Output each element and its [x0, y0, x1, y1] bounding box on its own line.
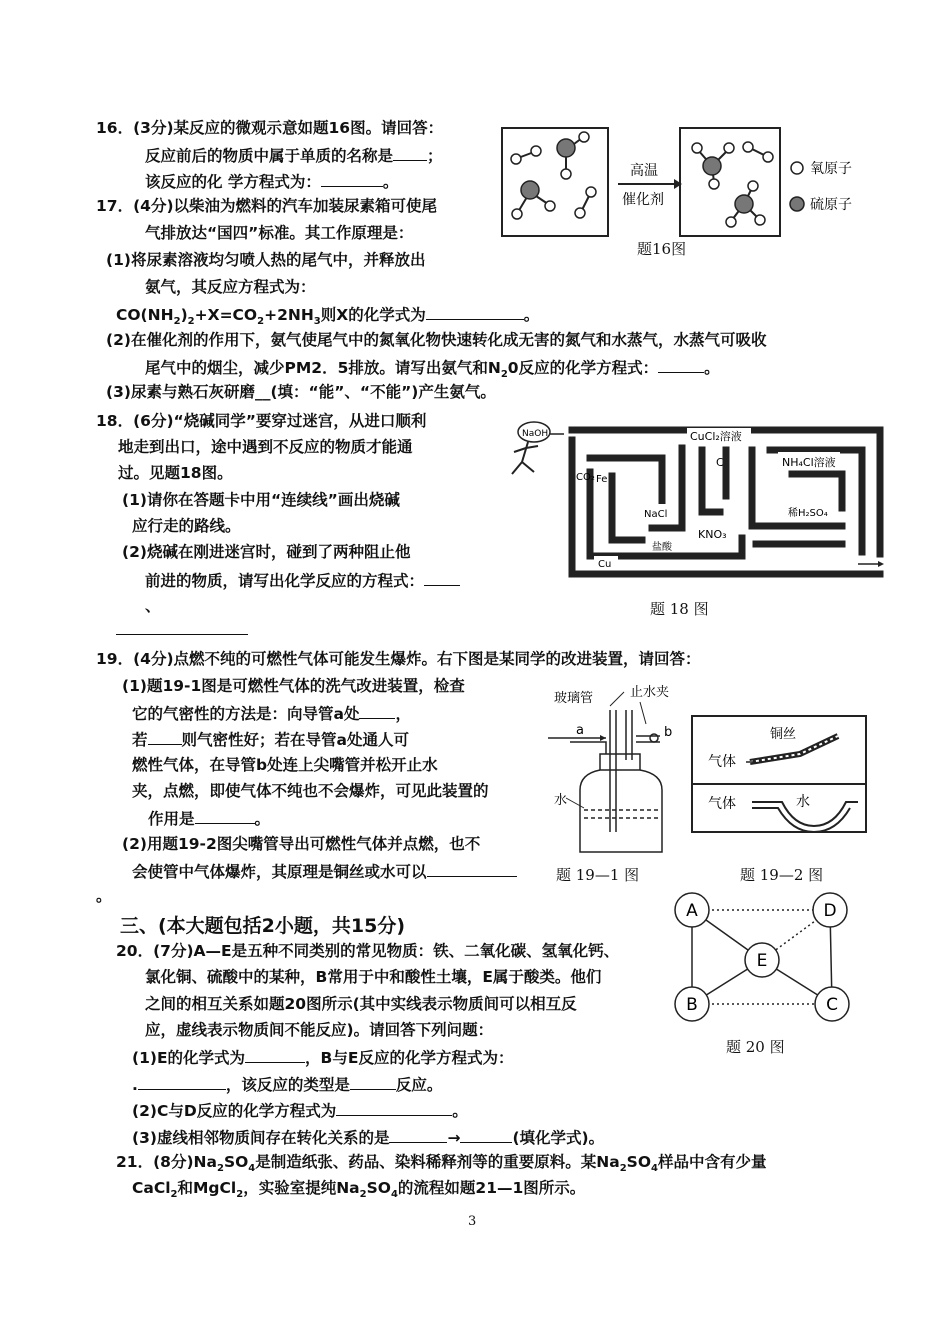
q16-line2 [145, 144, 443, 166]
q20-line3: 之间的相互关系如题20图所示(其中实线表示物质间可以相互反 [145, 995, 577, 1013]
q16-line3-end: 。 [382, 173, 399, 191]
label-water-2: 水 [796, 794, 810, 810]
eq-part: +2NH [264, 306, 314, 324]
q19-line3-text: 它的气密性的方法是：向导管a处 [132, 705, 360, 723]
clamp-icon [650, 734, 658, 742]
molecules-after [692, 142, 773, 227]
figure-20 [670, 888, 860, 1040]
q17-line7 [145, 356, 720, 385]
arrow-label-bottom: 催化剂 [622, 192, 664, 208]
q17-line7-end: 。 [704, 359, 720, 377]
figure-20-caption: 题 20 图 [726, 1038, 785, 1056]
q20-line8-text: (3)虚线相邻物质间存在转化关系的是 [132, 1129, 390, 1147]
q20-line7-end: 。 [452, 1102, 468, 1120]
label-cu: Cu [598, 559, 612, 570]
label-water: 水 [554, 793, 568, 808]
figure-19-2-caption: 题 19—2 图 [740, 866, 824, 884]
q16-line1: 16．(3分)某反应的微观示意如题16图。请回答： [96, 119, 444, 137]
q16-line3-text: 该反应的化 学方程式为： [145, 173, 321, 191]
label-glass-tube: 玻璃管 [554, 691, 594, 706]
figure-19-1 [540, 682, 690, 854]
q20-line8 [132, 1126, 604, 1148]
label-h2so4: 稀H₂SO₄ [788, 508, 828, 519]
answer-blank [460, 1126, 512, 1143]
label-copper: 铜丝 [770, 727, 797, 742]
q20-line5 [132, 1046, 513, 1068]
q21-text: SO [223, 1153, 249, 1171]
answer-blank [148, 728, 182, 745]
q17-line2: 气排放达“国四”标准。其工作原理是： [145, 224, 414, 242]
subscript: 2 [216, 1163, 224, 1175]
label-c: C [716, 456, 724, 469]
q18-line6: (2)烧碱在刚进迷宫时，碰到了两种阻止他 [122, 543, 411, 561]
section-3-heading: 三、(本大题包括2小题，共15分) [120, 915, 406, 937]
q18-line4: (1)请你在答题卡中用“连续线”画出烧碱 [122, 491, 400, 509]
label-kno3: KNO₃ [698, 528, 727, 541]
eq-part: 。 [523, 306, 540, 324]
q18-line1: 18．(6分)“烧碱同学”要穿过迷宫，从进口顺利 [96, 412, 427, 430]
q16-line2-end: ； [427, 147, 443, 165]
q19-line2: (1)题19-1图是可燃性气体的洗气改进装置，检查 [122, 677, 465, 695]
subscript: 4 [248, 1163, 256, 1175]
sulfur-atom-icon [790, 197, 804, 211]
q19-line1: 19．(4分)点燃不纯的可燃性气体可能发生爆炸。右下图是某同学的改进装置，请回答： [96, 650, 701, 668]
q19-line7 [148, 807, 270, 829]
exit-arrow-head-icon [878, 561, 884, 567]
legend-sulfur: 硫原子 [810, 197, 852, 213]
page-number: 3 [468, 1214, 477, 1229]
label-gas-1: 气体 [708, 754, 736, 770]
subscript: 2 [173, 316, 181, 328]
figure-19-2 [690, 714, 870, 836]
q21-text: CaCl [132, 1179, 171, 1197]
arrow-label-top: 高温 [630, 163, 658, 179]
reactant-box [502, 128, 608, 236]
q17-line7-text: 尾气中的烟尘，减少PM2．5排放。请写出氨气和N [145, 359, 501, 377]
subscript: 4 [651, 1163, 658, 1175]
q21-text: 21．(8分)Na [116, 1153, 217, 1171]
eq-part: ) [180, 306, 188, 324]
eq-part: CO(NH [116, 306, 174, 324]
q20-line5-text: (1)E的化学式为 [132, 1049, 246, 1067]
q20-line7-text: (2)C与D反应的化学方程式为 [132, 1102, 337, 1120]
q16-line2-text: 反应前后的物质中属于单质的名称是 [145, 147, 394, 165]
label-cucl2: CuCl₂溶液 [690, 430, 742, 443]
q17-line3: (1)将尿素溶液均匀喷人热的尾气中，并释放出 [106, 251, 426, 269]
answer-blank [195, 807, 255, 824]
answer-blank [426, 303, 524, 320]
q21-line2 [132, 1178, 585, 1205]
inlet-arrow-head-icon [600, 735, 606, 741]
figure-18-caption: 题 18 图 [650, 600, 709, 618]
answer-blank [336, 1099, 452, 1116]
q19-line4 [132, 728, 409, 750]
q21-text: 样品中含有少量 [657, 1153, 767, 1171]
answer-blank [393, 144, 427, 161]
q19-line5: 燃性气体，在导管b处连上尖嘴管并松开止水 [132, 756, 438, 774]
q21-text: 的流程如题21—1图所示。 [397, 1179, 586, 1197]
answer-blank [138, 1073, 226, 1090]
label-hcl: 盐酸 [652, 542, 672, 553]
q19-line7-text: 作用是 [148, 810, 195, 828]
q20-line6-text: ，该反应的类型是 [225, 1076, 350, 1094]
answer-blank [427, 860, 517, 877]
q20-line4: 应，虚线表示物质间不能反应)。请回答下列问题： [145, 1021, 494, 1039]
naoh-label: NaOH [522, 429, 549, 439]
q20-line2: 氯化铜、硫酸中的某种，B常用于中和酸性土壤，E属于酸类。他们 [145, 968, 602, 986]
label-clamp: 止水夹 [630, 685, 670, 700]
oxygen-atom-icon [791, 162, 803, 174]
subscript: 3 [313, 316, 321, 328]
label-a: a [576, 723, 584, 738]
node-c-label: C [826, 995, 838, 1015]
q17-line4: 氨气，其反应方程式为： [145, 278, 316, 296]
answer-blank [389, 1126, 447, 1143]
answer-blank [658, 356, 704, 373]
q21-text: SO [366, 1179, 391, 1197]
q20-line5-text: ，B与E反应的化学方程式为： [305, 1049, 514, 1067]
answer-blank [350, 1073, 396, 1090]
label-b: b [664, 725, 673, 740]
q17-line6: (2)在催化剂的作用下，氨气使尾气中的氮氧化物快速转化成无害的氮气和水蒸气，水蒸气可吸收 [106, 331, 767, 349]
q18-line2: 地走到出口，途中遇到不反应的物质才能通 [118, 438, 413, 456]
subscript: 2 [619, 1163, 627, 1175]
q19-line9 [132, 860, 517, 882]
subscript: 2 [187, 316, 195, 328]
answer-blank [321, 170, 383, 187]
subscript: 2 [170, 1189, 178, 1201]
label-nacl: NaCl [644, 509, 668, 520]
label-co2: CO₂ [576, 472, 595, 483]
q18-line7-text: 前进的物质，请写出化学反应的方程式： [145, 572, 425, 590]
subscript: 2 [500, 369, 508, 381]
node-e-label: E [756, 951, 768, 971]
q19-line9-text: 会使管中气体爆炸，其原理是铜丝或水可以 [132, 863, 427, 881]
legend-oxygen: 氧原子 [810, 161, 852, 177]
node-a-label: A [686, 901, 698, 921]
q20-line7 [132, 1099, 468, 1121]
q19-line8: (2)用题19-2图尖嘴管导出可燃性气体并点燃，也不 [122, 835, 481, 853]
q19-line3-end: ， [395, 705, 411, 723]
q17-line7-text: 0反应的化学方程式： [507, 359, 659, 377]
figure-16 [500, 120, 880, 260]
q17-line1: 17．(4分)以柴油为燃料的汽车加装尿素箱可使尾 [96, 197, 438, 215]
naoh-runner-icon [512, 422, 550, 474]
q16-line3 [145, 170, 398, 192]
q21-text: 是制造纸张、药品、染料稀释剂等的重要原料。某Na [255, 1153, 620, 1171]
q19-line7-end: 。 [254, 810, 271, 828]
q20-line6-text: . [132, 1076, 138, 1094]
q21-text: 和MgCl [177, 1179, 237, 1197]
subscript: 2 [359, 1189, 367, 1201]
eq-part: +X=CO [194, 306, 258, 324]
label-gas-2: 气体 [708, 796, 736, 812]
q20-line6 [132, 1073, 442, 1095]
eq-part: 则X的化学式为 [320, 306, 426, 324]
q21-text: SO [626, 1153, 651, 1171]
q19-line4-text: 则气密性好；若在导管a处通人可 [181, 731, 409, 749]
q18-line8: 、 [145, 597, 161, 615]
q19-line3 [132, 702, 411, 724]
q21-text: ，实验室提纯Na [243, 1179, 360, 1197]
subscript: 2 [257, 316, 265, 328]
subscript: 2 [236, 1189, 244, 1201]
answer-blank [424, 569, 460, 586]
q19-line6: 夹，点燃，即使气体不纯也不会爆炸，可见此装置的 [132, 782, 489, 800]
q20-line8-text: (填化学式)。 [512, 1129, 605, 1147]
figure-16-caption: 题16图 [637, 240, 687, 258]
node-d-label: D [823, 901, 837, 921]
q21-line1 [116, 1152, 766, 1179]
node-b-label: B [686, 995, 698, 1015]
answer-blank [116, 634, 248, 635]
answer-blank [245, 1046, 305, 1063]
q17-equation-line [116, 303, 539, 332]
q19-line4-text: 若 [132, 731, 148, 749]
q18-line3: 过。见题18图。 [118, 464, 233, 482]
q19-line10: 。 [96, 887, 112, 905]
q17-line8: (3)尿素与熟石灰研磨__(填：“能”、“不能”)产生氨气。 [106, 383, 496, 401]
q18-line5: 应行走的路线。 [132, 517, 241, 535]
subscript: 4 [390, 1189, 398, 1201]
arrow-glyph: → [447, 1129, 461, 1147]
q18-line7 [145, 569, 460, 591]
label-fe: Fe [596, 474, 608, 485]
q20-line6-text: 反应。 [395, 1076, 443, 1094]
answer-blank [359, 702, 395, 719]
figure-19-1-caption: 题 19—1 图 [556, 866, 640, 884]
maze-figure-18 [502, 416, 886, 582]
label-nh4cl: NH₄Cl溶液 [782, 456, 836, 469]
q20-line1: 20．(7分)A—E是五种不同类别的常见物质：铁、二氧化碳、氢氧化钙、 [116, 942, 620, 960]
